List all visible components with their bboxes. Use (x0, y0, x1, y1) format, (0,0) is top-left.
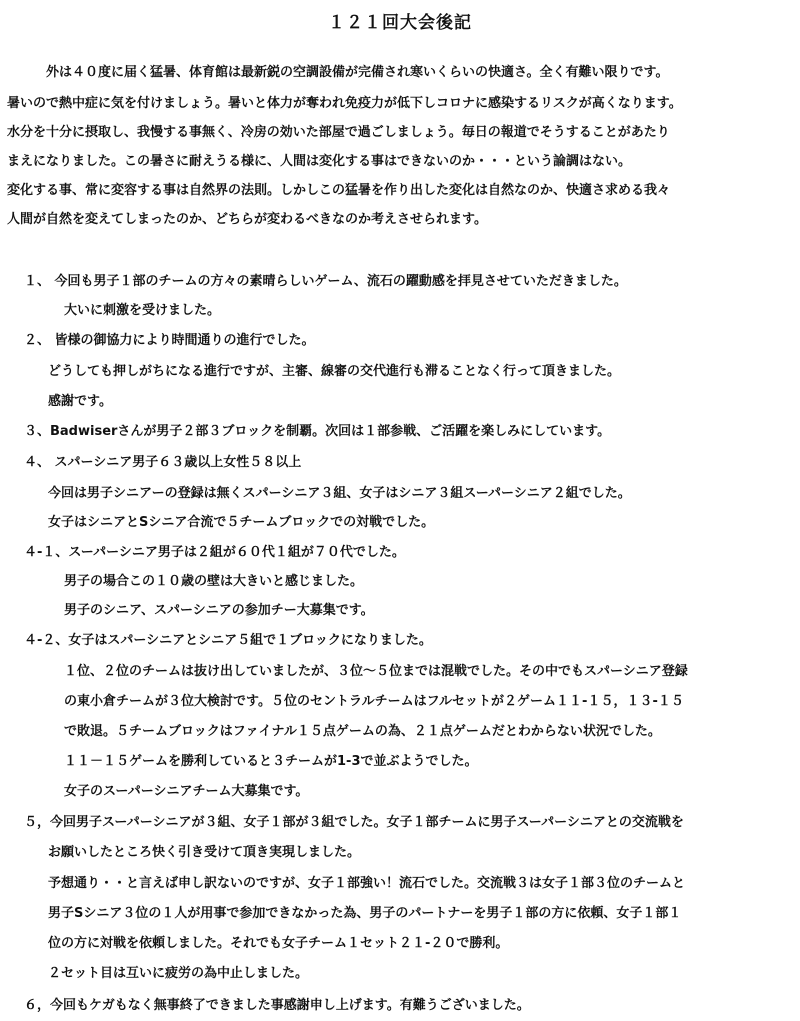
intro-line-4: まえになりました。この暑さに耐えうる様に、人間は変化する事はできないのか・・・という論調はない。 (7, 154, 632, 169)
item-5-body-2: 予想通り・・と言えば申し訳ないのですが、女子１部強い！流石でした。交流戦３は女子１部３位のチームと (48, 876, 686, 891)
item-4-1-body-2: 男子のシニア、スパーシニアの参加チー大募集です。 (64, 603, 374, 618)
intro-line-6: 人間が自然を変えてしまったのか、どちらが変わるべきなのか考えさせられます。 (7, 212, 487, 227)
intro-line-3: 水分を十分に摂取し、我慢する事無く、冷房の効いた部屋で過ごしましょう。毎日の報道でそうすることがあたり (7, 125, 670, 140)
item-4-heading: ４、 スパーシニア男子６３歳以上女性５８以上 (24, 455, 302, 470)
item-4-2-body-5: 女子のスーパーシニアチーム大募集です。 (64, 784, 309, 799)
item-6-heading: ６，今回もケガもなく無事終了できました事感謝申し上げます。有難うございました。 (24, 998, 530, 1013)
item-5-body-3: 男子Sシニア３位の１人が用事で参加できなかった為、男子のパートナーを男子１部の方に依頼、女子１部１ (48, 906, 682, 921)
item-4-2-body-2: の東小倉チームが３位大検討です。５位のセントラルチームはフルセットが２ゲーム１１-１５，１３-１５ (64, 694, 684, 709)
item-4-2-body-3: で敗退。５チームブロックはファイナル１５点ゲームの為、２１点ゲームだとわからない状況でした。 (64, 724, 661, 739)
item-4-2-body-1: １位、２位のチームは抜け出していましたが、３位～５位までは混戦でした。その中でもスパーシニア登録 (64, 664, 688, 679)
item-4-2-body-4: １１－１５ゲームを勝利していると３チームが1-3で並ぶようでした。 (64, 754, 478, 769)
item-5-body-1: お願いしたところ快く引き受けて頂き実現しました。 (48, 845, 361, 860)
intro-line-1: 外は４０度に届く猛暑、体育館は最新鋭の空調設備が完備され寒いくらいの快適さ。全く有難い限りです。 (46, 65, 669, 80)
item-4-2-heading: ４-２、女子はスパーシニアとシニア５組で１ブロックになりました。 (24, 633, 432, 648)
intro-line-5: 変化する事、常に変容する事は自然界の法則。しかしこの猛暑を作り出した変化は自然なのか、快適さ求める我々 (7, 183, 671, 198)
item-2-body-2: 感謝です。 (48, 394, 112, 409)
item-1-body: 大いに刺激を受けました。 (64, 303, 221, 318)
page-title: １２１回大会後記 (328, 13, 472, 33)
item-2-body-1: どうしても押しがちになる進行ですが、主審、線審の交代進行も滞ることなく行って頂きました。 (48, 364, 621, 379)
item-2-heading: ２、 皆様の御協力により時間通りの進行でした。 (24, 333, 315, 348)
item-5-body-5: ２セット目は互いに疲労の為中止しました。 (48, 966, 309, 981)
item-4-1-heading: ４-１、スーパーシニア男子は２組が６０代１組が７０代でした。 (24, 545, 405, 560)
item-3-heading: ３、Badwiserさんが男子２部３ブロックを制覇。次回は１部参戦、ご活躍を楽しみにしています。 (24, 424, 611, 439)
item-4-body-2: 女子はシニアとSシニア合流で５チームブロックでの対戦でした。 (48, 515, 435, 530)
item-4-body-1: 今回は男子シニアーの登録は無くスパーシニア３組、女子はシニア３組スーパーシニア２組でした。 (48, 486, 631, 501)
item-5-body-4: 位の方に対戦を依頼しました。それでも女子チーム１セット２１-２０で勝利。 (48, 936, 509, 951)
intro-line-2: 暑いので熱中症に気を付けましょう。暑いと体力が奪われ免疫力が低下しコロナに感染するリスクが高くなります。 (7, 96, 682, 111)
item-1-heading: １、 今回も男子１部のチームの方々の素晴らしいゲーム、流石の躍動感を拝見させていただきました。 (24, 274, 627, 289)
item-4-1-body-1: 男子の場合この１０歳の壁は大きいと感じました。 (64, 574, 364, 589)
item-5-heading: ５，今回男子スーパーシニアが３組、女子１部が３組でした。女子１部チームに男子スーパーシニアとの交流戦を (24, 815, 684, 830)
